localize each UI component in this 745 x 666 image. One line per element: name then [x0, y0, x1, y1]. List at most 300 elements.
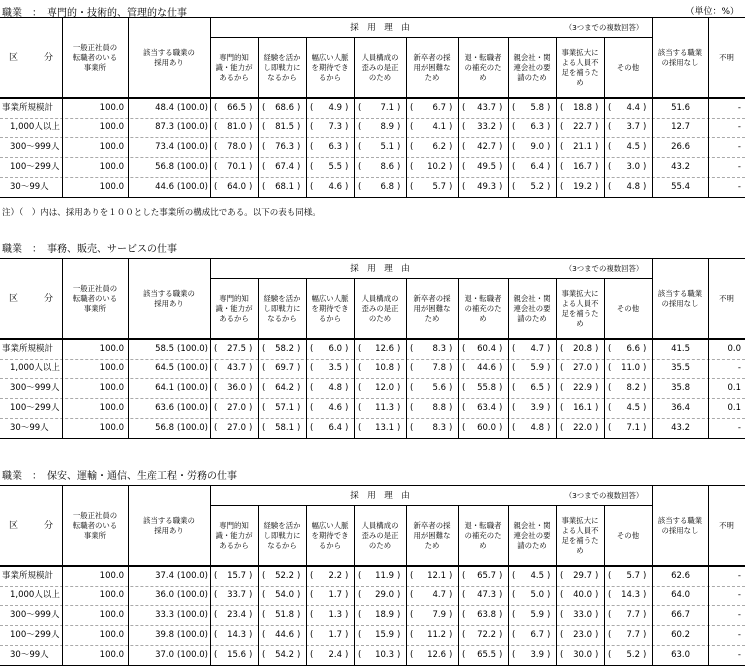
paren-close: ) [449, 103, 453, 113]
header-reason-1: 経験を活か し即戦力に なるから [263, 520, 301, 550]
paren-close: ) [297, 363, 301, 373]
cell-reason-7: 33.0 [573, 610, 592, 620]
paren-close: ) [643, 103, 647, 113]
cell-reason-6: 4.5 [530, 571, 544, 581]
paren-open: ( [512, 103, 516, 113]
cell-not-hired: 41.5 [671, 344, 690, 354]
paren-close: ) [297, 590, 301, 600]
paren-close: ) [643, 162, 647, 172]
paren-close: ) [297, 571, 301, 581]
paren-open: ( [512, 590, 516, 600]
paren-close: ) [643, 650, 647, 660]
cell-reason-6: 6.7 [530, 630, 544, 640]
paren-open: ( [358, 423, 362, 433]
cell-reason-8: 4.5 [626, 142, 640, 152]
cell-not-hired: 35.8 [671, 383, 690, 393]
cell-regular: 100.0 [99, 344, 124, 354]
cell-reason-1: 52.2 [275, 571, 294, 581]
row-label: 30～99人 [10, 650, 49, 660]
cell-reason-0: 64.0 [227, 182, 246, 192]
paren-close: ) [345, 142, 349, 152]
header-reason-5: 退・転職者 の補充のた め [464, 293, 502, 323]
paren-close: ) [643, 423, 647, 433]
paren-open: ( [310, 383, 314, 393]
cell-regular: 100.0 [99, 590, 124, 600]
cell-base: (100.0) [177, 571, 208, 581]
paren-open: ( [560, 590, 564, 600]
cell-reason-6: 6.3 [530, 122, 544, 132]
paren-close: ) [499, 571, 503, 581]
cell-hired: 58.5 [155, 344, 174, 354]
cell-not-hired: 12.7 [671, 122, 690, 132]
paren-close: ) [643, 630, 647, 640]
paren-open: ( [358, 383, 362, 393]
paren-open: ( [262, 383, 266, 393]
paren-close: ) [297, 162, 301, 172]
paren-open: ( [410, 610, 414, 620]
cell-reason-6: 4.7 [530, 344, 544, 354]
paren-open: ( [214, 122, 218, 132]
paren-open: ( [462, 182, 466, 192]
paren-open: ( [358, 103, 362, 113]
paren-open: ( [214, 423, 218, 433]
cell-reason-2: 7.3 [328, 122, 342, 132]
paren-open: ( [560, 363, 564, 373]
paren-close: ) [345, 423, 349, 433]
cell-reason-3: 6.8 [380, 182, 394, 192]
paren-close: ) [547, 383, 551, 393]
paren-open: ( [560, 383, 564, 393]
cell-reason-4: 7.9 [432, 610, 446, 620]
cell-reason-7: 27.0 [573, 363, 592, 373]
paren-close: ) [397, 122, 401, 132]
paren-open: ( [410, 344, 414, 354]
table-row [0, 625, 745, 646]
cell-reason-1: 69.7 [275, 363, 294, 373]
paren-open: ( [608, 610, 612, 620]
paren-close: ) [249, 344, 253, 354]
cell-regular: 100.0 [99, 122, 124, 132]
paren-open: ( [262, 590, 266, 600]
paren-close: ) [345, 630, 349, 640]
paren-close: ) [449, 363, 453, 373]
cell-reason-6: 5.0 [530, 590, 544, 600]
cell-reason-0: 43.7 [227, 363, 246, 373]
paren-close: ) [345, 590, 349, 600]
paren-close: ) [547, 403, 551, 413]
cell-reason-0: 14.3 [227, 630, 246, 640]
cell-not-hired: 35.5 [671, 363, 690, 373]
paren-close: ) [397, 630, 401, 640]
cell-reason-1: 67.4 [275, 162, 294, 172]
cell-reason-2: 1.7 [328, 630, 342, 640]
paren-open: ( [512, 182, 516, 192]
paren-close: ) [499, 403, 503, 413]
unit-label: （単位：%） [685, 7, 739, 17]
paren-close: ) [595, 103, 599, 113]
cell-reason-4: 7.8 [432, 363, 446, 373]
paren-close: ) [499, 383, 503, 393]
header-unknown: 不明 [719, 521, 734, 530]
paren-open: ( [560, 142, 564, 152]
cell-reason-3: 10.3 [375, 650, 394, 660]
header-unknown: 不明 [719, 53, 734, 62]
cell-reason-4: 4.7 [432, 590, 446, 600]
paren-close: ) [547, 162, 551, 172]
header-hired: 該当する職業の 採用あり [143, 516, 195, 535]
cell-reason-7: 22.7 [573, 122, 592, 132]
row-label: 300～999人 [10, 383, 60, 393]
paren-close: ) [297, 610, 301, 620]
paren-open: ( [512, 344, 516, 354]
cell-reason-3: 29.0 [375, 590, 394, 600]
cell-unknown: - [737, 122, 741, 132]
paren-close: ) [499, 590, 503, 600]
cell-reason-0: 33.7 [227, 590, 246, 600]
cell-reason-1: 68.6 [275, 103, 294, 113]
cell-reason-5: 44.6 [477, 363, 496, 373]
paren-open: ( [262, 630, 266, 640]
paren-open: ( [462, 610, 466, 620]
header-hired: 該当する職業の 採用あり [143, 289, 195, 308]
paren-open: ( [560, 122, 564, 132]
paren-close: ) [249, 182, 253, 192]
paren-open: ( [310, 571, 314, 581]
paren-close: ) [297, 403, 301, 413]
paren-open: ( [262, 363, 266, 373]
cell-reason-0: 15.6 [227, 650, 246, 660]
cell-reason-3: 7.1 [380, 103, 394, 113]
cell-reason-8: 14.3 [621, 590, 640, 600]
cell-unknown: - [737, 630, 741, 640]
paren-close: ) [297, 383, 301, 393]
paren-close: ) [449, 590, 453, 600]
cell-reason-2: 2.2 [328, 571, 342, 581]
paren-open: ( [310, 142, 314, 152]
paren-close: ) [449, 650, 453, 660]
header-frame [0, 485, 745, 567]
cell-reason-8: 7.1 [626, 423, 640, 433]
paren-open: ( [608, 630, 612, 640]
header-reasons: 採 用 理 由 [350, 263, 410, 274]
paren-open: ( [608, 142, 612, 152]
paren-close: ) [643, 590, 647, 600]
paren-open: ( [214, 650, 218, 660]
paren-open: ( [608, 650, 612, 660]
cell-reason-2: 1.3 [328, 610, 342, 620]
cell-reason-7: 16.7 [573, 162, 592, 172]
paren-close: ) [249, 650, 253, 660]
cell-reason-5: 65.7 [477, 571, 496, 581]
paren-open: ( [310, 363, 314, 373]
paren-close: ) [297, 122, 301, 132]
cell-base: (100.0) [177, 650, 208, 660]
cell-not-hired: 43.2 [671, 162, 690, 172]
cell-not-hired: 26.6 [671, 142, 690, 152]
cell-reason-8: 5.7 [626, 571, 640, 581]
row-label: 30～99人 [10, 182, 49, 192]
paren-close: ) [449, 344, 453, 354]
paren-close: ) [499, 344, 503, 354]
cell-hired: 44.6 [155, 182, 174, 192]
paren-open: ( [560, 344, 564, 354]
paren-open: ( [608, 182, 612, 192]
paren-close: ) [547, 122, 551, 132]
cell-regular: 100.0 [99, 650, 124, 660]
header-bun: 分 [44, 294, 54, 304]
paren-close: ) [345, 571, 349, 581]
paren-open: ( [410, 122, 414, 132]
paren-close: ) [643, 344, 647, 354]
cell-reason-5: 42.7 [477, 142, 496, 152]
paren-open: ( [262, 423, 266, 433]
cell-reason-0: 66.5 [227, 103, 246, 113]
header-reason-3: 人員構成の 歪みの是正 のため [361, 520, 399, 550]
paren-open: ( [214, 571, 218, 581]
cell-reason-1: 44.6 [275, 630, 294, 640]
paren-open: ( [310, 344, 314, 354]
row-label: 事業所規模計 [2, 344, 54, 354]
cell-reason-0: 78.0 [227, 142, 246, 152]
header-multiple-answers: （3つまでの複数回答） [564, 490, 644, 500]
paren-open: ( [310, 403, 314, 413]
cell-reason-7: 22.0 [573, 423, 592, 433]
cell-not-hired: 63.0 [671, 650, 690, 660]
section-title: 職業 ： 専門的・技術的、管理的な仕事 [2, 8, 187, 19]
cell-reason-4: 10.2 [427, 162, 446, 172]
paren-open: ( [214, 590, 218, 600]
paren-open: ( [358, 182, 362, 192]
paren-close: ) [499, 363, 503, 373]
paren-close: ) [547, 650, 551, 660]
cell-reason-3: 15.9 [375, 630, 394, 640]
header-bun: 分 [44, 521, 54, 531]
paren-open: ( [462, 590, 466, 600]
cell-reason-6: 5.2 [530, 182, 544, 192]
paren-close: ) [643, 383, 647, 393]
paren-open: ( [410, 571, 414, 581]
paren-close: ) [397, 383, 401, 393]
cell-regular: 100.0 [99, 571, 124, 581]
cell-regular: 100.0 [99, 363, 124, 373]
paren-open: ( [214, 142, 218, 152]
paren-open: ( [310, 590, 314, 600]
paren-close: ) [345, 403, 349, 413]
header-kubun [0, 486, 62, 566]
paren-close: ) [345, 182, 349, 192]
paren-open: ( [410, 383, 414, 393]
cell-reason-3: 12.6 [375, 344, 394, 354]
paren-open: ( [512, 383, 516, 393]
cell-reason-6: 6.5 [530, 383, 544, 393]
cell-reason-7: 23.0 [573, 630, 592, 640]
header-ku: 区 [8, 53, 18, 63]
cell-base: (100.0) [177, 423, 208, 433]
paren-close: ) [547, 344, 551, 354]
paren-close: ) [547, 630, 551, 640]
cell-regular: 100.0 [99, 162, 124, 172]
cell-unknown: - [737, 162, 741, 172]
paren-close: ) [249, 630, 253, 640]
paren-open: ( [358, 590, 362, 600]
paren-close: ) [397, 403, 401, 413]
cell-reason-7: 20.8 [573, 344, 592, 354]
cell-reason-7: 40.0 [573, 590, 592, 600]
row-label: 事業所規模計 [2, 571, 54, 581]
paren-open: ( [512, 363, 516, 373]
cell-regular: 100.0 [99, 610, 124, 620]
paren-open: ( [358, 571, 362, 581]
paren-close: ) [397, 103, 401, 113]
paren-close: ) [499, 142, 503, 152]
cell-reason-3: 8.9 [380, 122, 394, 132]
paren-close: ) [249, 363, 253, 373]
paren-close: ) [643, 182, 647, 192]
paren-open: ( [310, 650, 314, 660]
paren-open: ( [214, 630, 218, 640]
header-regular-hire: 一般正社員の 転職者のいる 事業所 [72, 43, 118, 72]
paren-close: ) [449, 142, 453, 152]
cell-base: (100.0) [177, 122, 208, 132]
paren-open: ( [608, 383, 612, 393]
paren-close: ) [547, 142, 551, 152]
cell-hired: 63.6 [155, 403, 174, 413]
paren-close: ) [249, 423, 253, 433]
header-reason-1: 経験を活か し即戦力に なるから [263, 293, 301, 323]
paren-close: ) [297, 630, 301, 640]
paren-open: ( [358, 403, 362, 413]
cell-reason-3: 12.0 [375, 383, 394, 393]
paren-open: ( [410, 650, 414, 660]
paren-close: ) [297, 182, 301, 192]
paren-open: ( [358, 122, 362, 132]
cell-reason-8: 5.2 [626, 650, 640, 660]
cell-hired: 56.8 [155, 423, 174, 433]
section-title: 職業 ： 保安、運輸・通信、生産工程・労務の仕事 [2, 471, 237, 482]
cell-reason-0: 70.1 [227, 162, 246, 172]
header-reason-2: 幅広い人脈 を期待でき るから [311, 293, 349, 323]
cell-reason-8: 4.8 [626, 182, 640, 192]
row-label: 1,000人以上 [10, 122, 60, 132]
cell-reason-5: 33.2 [477, 122, 496, 132]
cell-not-hired: 55.4 [671, 182, 690, 192]
paren-close: ) [397, 344, 401, 354]
paren-open: ( [512, 423, 516, 433]
paren-close: ) [499, 182, 503, 192]
cell-reason-0: 27.5 [227, 344, 246, 354]
paren-open: ( [410, 103, 414, 113]
paren-open: ( [410, 142, 414, 152]
header-reason-7: 事業拡大に よる人員不 足を補うた め [561, 515, 599, 555]
paren-open: ( [462, 403, 466, 413]
paren-open: ( [560, 650, 564, 660]
cell-hired: 56.8 [155, 162, 174, 172]
paren-close: ) [397, 590, 401, 600]
cell-reason-2: 3.5 [328, 363, 342, 373]
header-reason-0: 専門的知 識・能力が あるから [215, 520, 253, 550]
header-reason-4: 新卒者の採 用が困難な ため [413, 520, 451, 550]
cell-reason-0: 36.0 [227, 383, 246, 393]
paren-close: ) [595, 610, 599, 620]
cell-reason-6: 6.4 [530, 162, 544, 172]
header-not-hired: 該当する職業 の採用なし [657, 516, 703, 535]
paren-close: ) [345, 162, 349, 172]
paren-open: ( [214, 344, 218, 354]
cell-hired: 33.3 [155, 610, 174, 620]
paren-close: ) [449, 571, 453, 581]
cell-reason-2: 6.4 [328, 423, 342, 433]
header-reason-1: 経験を活か し即戦力に なるから [263, 52, 301, 82]
paren-close: ) [249, 571, 253, 581]
paren-open: ( [410, 423, 414, 433]
paren-open: ( [462, 142, 466, 152]
cell-reason-6: 5.8 [530, 103, 544, 113]
cell-reason-8: 4.5 [626, 403, 640, 413]
cell-not-hired: 36.4 [671, 403, 690, 413]
paren-open: ( [608, 122, 612, 132]
paren-open: ( [410, 182, 414, 192]
header-reasons: 採 用 理 由 [350, 22, 410, 33]
cell-unknown: - [737, 142, 741, 152]
paren-open: ( [560, 103, 564, 113]
cell-reason-7: 30.0 [573, 650, 592, 660]
paren-open: ( [214, 610, 218, 620]
paren-close: ) [297, 344, 301, 354]
paren-open: ( [462, 383, 466, 393]
cell-reason-7: 22.9 [573, 383, 592, 393]
paren-close: ) [249, 122, 253, 132]
cell-regular: 100.0 [99, 142, 124, 152]
cell-reason-4: 11.2 [427, 630, 446, 640]
header-reason-8: その他 [616, 530, 640, 540]
cell-base: (100.0) [177, 162, 208, 172]
cell-reason-4: 8.3 [432, 423, 446, 433]
paren-open: ( [358, 142, 362, 152]
cell-reason-8: 6.6 [626, 344, 640, 354]
paren-close: ) [397, 182, 401, 192]
cell-hired: 37.4 [155, 571, 174, 581]
paren-close: ) [297, 142, 301, 152]
paren-close: ) [249, 142, 253, 152]
paren-open: ( [262, 142, 266, 152]
cell-reason-1: 54.2 [275, 650, 294, 660]
paren-close: ) [297, 103, 301, 113]
cell-reason-4: 8.3 [432, 344, 446, 354]
cell-reason-2: 2.4 [328, 650, 342, 660]
cell-reason-8: 11.0 [621, 363, 640, 373]
cell-regular: 100.0 [99, 630, 124, 640]
cell-unknown: - [737, 610, 741, 620]
row-label: 100～299人 [10, 162, 60, 172]
header-reason-4: 新卒者の採 用が困難な ため [413, 52, 451, 82]
cell-not-hired: 60.2 [671, 630, 690, 640]
paren-open: ( [262, 162, 266, 172]
table-row [0, 605, 745, 626]
cell-unknown: 0.1 [727, 383, 741, 393]
cell-reason-2: 4.6 [328, 182, 342, 192]
paren-open: ( [310, 122, 314, 132]
paren-open: ( [512, 403, 516, 413]
cell-reason-6: 3.9 [530, 403, 544, 413]
cell-base: (100.0) [177, 590, 208, 600]
cell-base: (100.0) [177, 383, 208, 393]
paren-close: ) [249, 103, 253, 113]
row-label: 100～299人 [10, 630, 60, 640]
paren-close: ) [595, 363, 599, 373]
paren-open: ( [608, 590, 612, 600]
cell-regular: 100.0 [99, 423, 124, 433]
header-reason-5: 退・転職者 の補充のた め [464, 52, 502, 82]
